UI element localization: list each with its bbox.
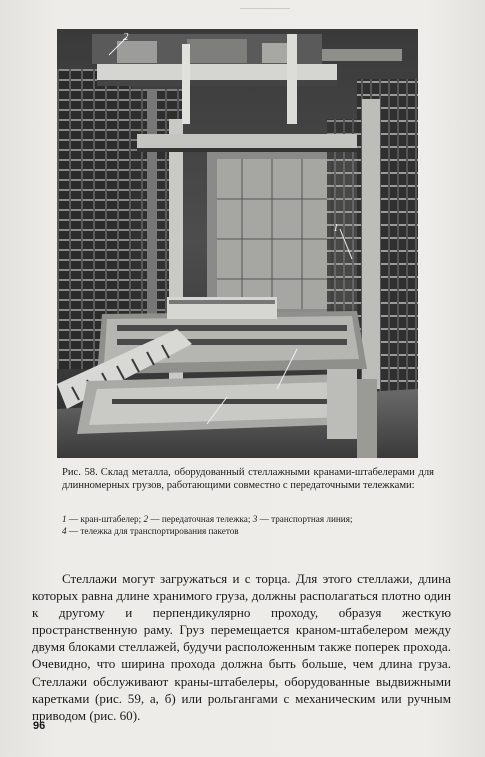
warehouse-illustration (57, 29, 418, 458)
legend-text: — транспортная линия; (259, 514, 353, 524)
legend-num: 1 (62, 514, 67, 524)
legend-num: 4 (62, 525, 67, 536)
figure-58-photo (57, 29, 418, 458)
figure-title: Склад металла, оборудованный стеллажными кранами-штабелерами для длинномерных грузов, работающими совместно с передаточными тележками: (62, 467, 434, 491)
legend-num: 3 (252, 514, 258, 524)
legend-text: — тележка для транспортирования пакетов (68, 525, 239, 536)
callout-1: 1 (333, 222, 339, 234)
legend-num: 2 (143, 514, 149, 524)
callout-2: 2 (123, 31, 129, 43)
page-number: 96 (33, 720, 46, 732)
legend-text: — кран-штабелер; (68, 514, 142, 524)
page-top-mark (240, 8, 290, 12)
legend-text: — передаточная тележка; (150, 514, 251, 524)
bleed-through-right (425, 40, 480, 440)
figure-caption (62, 466, 434, 492)
body-paragraph: Стеллажи могут загружаться и с торца. Для этого стеллажи, длина которых равна длине хранимого груза, должны располагаться плотно один к другому и перпендикулярно проходу, образуя жесткую пространственную раму. Груз перемещается краном-штабелером между двумя блоками стеллажей, будучи расположенным также поперек прохода. Очевидно, что ширина прохода должна быть больше, чем длина груза. Стеллажи обслуживают краны-штабелеры, оборудованные выдвижными каретками (рис. 59, а, б) или рольгангами с механическим или ручным приводом (рис. 60). (32, 571, 451, 723)
figure-number: Рис. 58. (62, 467, 98, 478)
figure-legend (62, 514, 434, 537)
